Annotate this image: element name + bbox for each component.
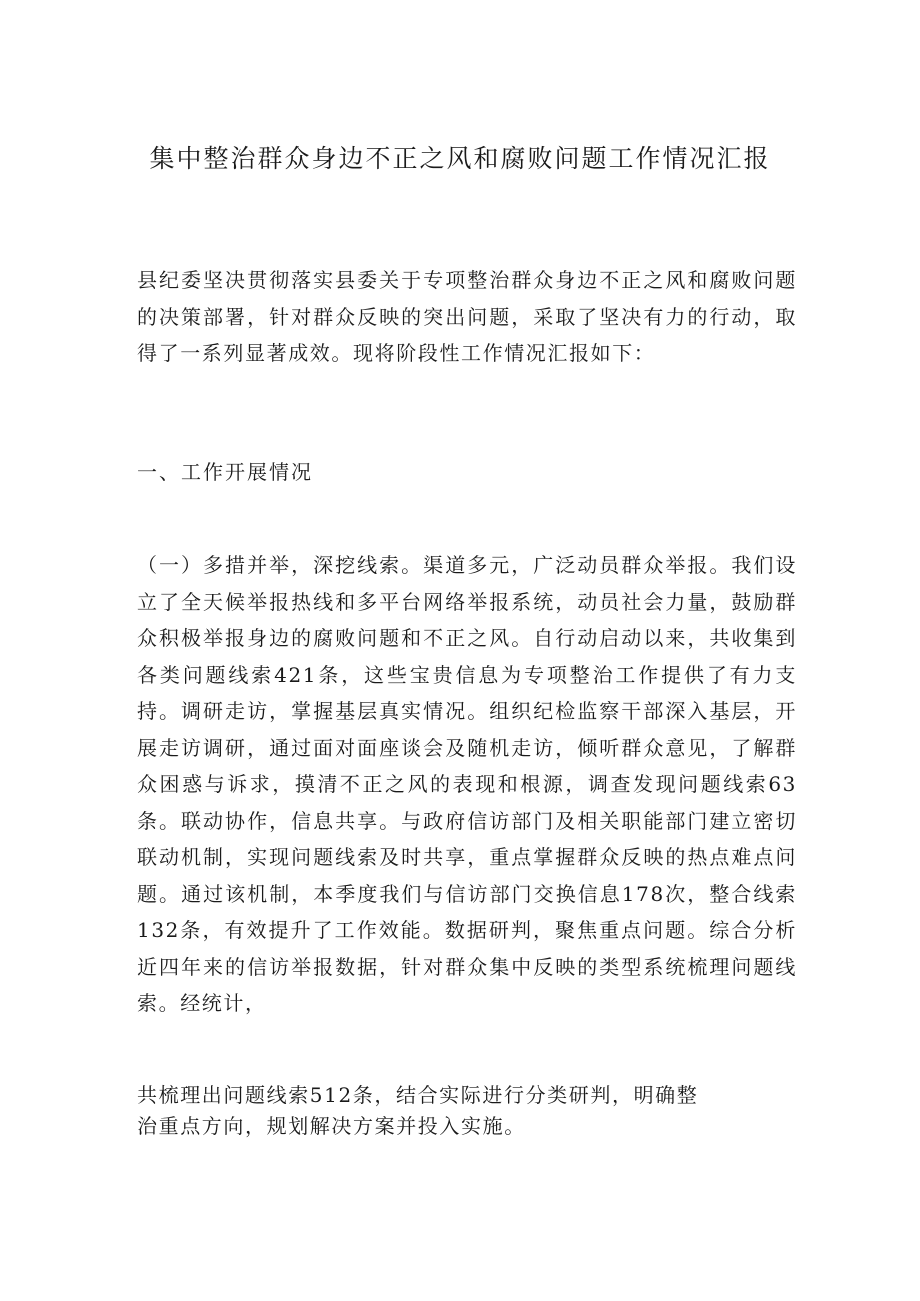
paragraph-tail-line: 治重点方向，规划解决方案并投入实施。 xyxy=(137,1114,526,1138)
intro-paragraph: 县纪委坚决贯彻落实县委关于专项整治群众身边不正之风和腐败问题的决策部署，针对群众反映的突出问题，采取了坚决有力的行动，取得了一系列显著成效。现将阶段性工作情况汇报如下： xyxy=(137,268,797,365)
document-title: 集中整治群众身边不正之风和腐败问题工作情况汇报 xyxy=(149,144,771,173)
section-body-paragraph: （一）多措并举，深挖线索。渠道多元，广泛动员群众举报。我们设立了全天候举报热线和多平台网络举报系统，动员社会力量，鼓励群众积极举报身边的腐败问题和不正之风。自行动启动以来，共收集到各类问题线索421条，这些宝贵信息为专项整治工作提供了有力支持。调研走访，掌握基层真实情况。组织纪检监察干部深入基层，开展走访调研，通过面对面座谈会及随机走访，倾听群众意见，了解群众困惑与诉求，摸清不正之风的表现和根源，调查发现问题线索63条。联动协作，信息共享。与政府信访部门及相关职能部门建立密切联动机制，实现问题线索及时共享，重点掌握群众反映的热点难点问题。通过该机制，本季度我们与信访部门交换信息178次，整合线索132条，有效提升了工作效能。数据研判，聚焦重点问题。综合分析近四年来的信访举报数据，针对群众集中反映的类型系统梳理问题线索。经统计， xyxy=(137,553,797,1015)
paragraph-tail-line: 共梳理出问题线索512条，结合实际进行分类研判，明确整 xyxy=(137,1083,699,1107)
section-heading: 一、工作开展情况 xyxy=(137,460,313,484)
